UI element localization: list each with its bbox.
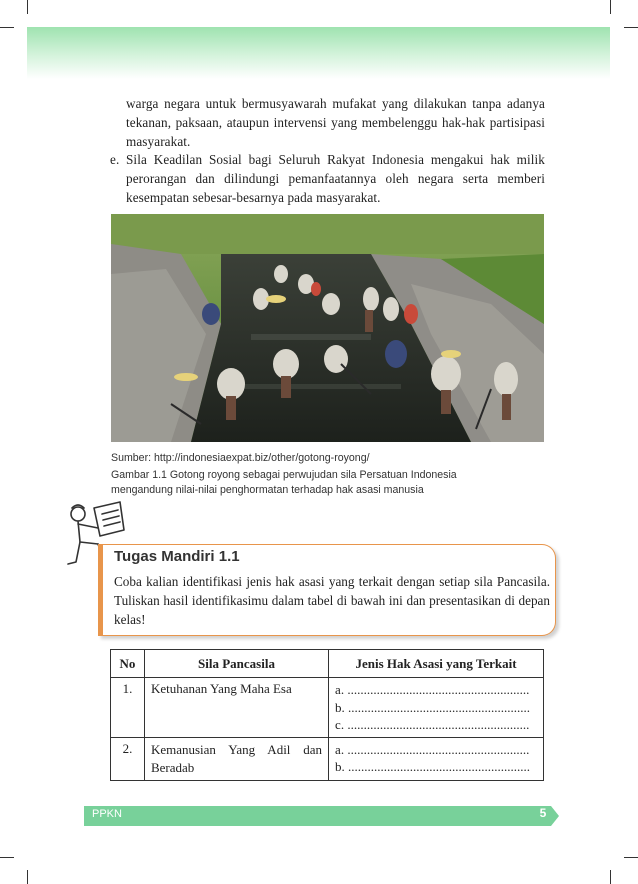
page-number: 5 <box>539 806 547 820</box>
row-sila: Ketuhanan Yang Maha Esa <box>144 678 328 738</box>
gotong-royong-photo <box>111 214 544 442</box>
answer-line[interactable]: b. ........................................................ <box>335 759 531 774</box>
answer-line[interactable]: b. ........................................................ <box>335 699 531 715</box>
row-answer-lines <box>329 737 544 780</box>
row-number: 2. <box>111 737 145 780</box>
row-sila: Kemanusian Yang Adil dan Beradab <box>144 737 328 780</box>
task-instructions: Coba kalian identifikasi jenis hak asasi yang terkait dengan setiap sila Pancasila. Tuliskan hasil identifikasimu dalam tabel di bawah ini dan presentasikan di depan kelas! <box>114 574 550 627</box>
crop-mark <box>624 27 638 28</box>
item-e-paragraph: Sila Keadilan Sosial bagi Seluruh Rakyat Indonesia mengakui hak milik perorangan dan dilindungi pemanfaatannya oleh negara serta memberi kesempatan sebesar-besarnya pada masyarakat. <box>126 152 545 205</box>
crop-mark <box>0 857 14 858</box>
crop-mark <box>27 870 28 884</box>
row-number: 1. <box>111 678 145 738</box>
table-row <box>111 678 544 738</box>
table-header-row <box>111 650 544 678</box>
crop-mark <box>27 0 28 14</box>
answer-line[interactable]: c. ........................................................ <box>335 717 530 732</box>
header-no: No <box>111 650 145 678</box>
crop-mark <box>610 0 611 14</box>
item-e-marker: e. <box>110 152 120 167</box>
figure-caption-line2: mengandung nilai-nilai penghormatan terhadap hak asasi manusia <box>111 484 424 496</box>
crop-mark <box>624 857 638 858</box>
row-answer-lines <box>329 678 544 738</box>
task-title: Tugas Mandiri 1.1 <box>114 548 240 565</box>
continuation-paragraph: warga negara untuk bermusyawarah mufakat yang dilakukan tanpa adanya tekanan, paksaan, ataupun intervensi yang membelenggu hak-hak partisipasi masyarakat. <box>126 96 545 149</box>
figure-source: Sumber: http://indonesiaexpat.biz/other/gotong-royong/ <box>111 452 370 464</box>
answer-line[interactable]: a. ........................................................ <box>335 682 530 697</box>
header-hak-asasi: Jenis Hak Asasi yang Terkait <box>329 650 544 678</box>
crop-mark <box>0 27 14 28</box>
header-band <box>27 27 610 79</box>
answer-line[interactable]: a. ........................................................ <box>335 741 530 757</box>
task-box <box>98 544 556 636</box>
figure-caption-line1: Gambar 1.1 Gotong royong sebagai perwujudan sila Persatuan Indonesia <box>111 469 457 481</box>
book-label: PPKN <box>92 808 122 820</box>
crop-mark <box>610 870 611 884</box>
header-sila: Sila Pancasila <box>144 650 328 678</box>
identification-table <box>110 649 544 781</box>
table-row <box>111 737 544 780</box>
footer-band <box>84 806 550 826</box>
